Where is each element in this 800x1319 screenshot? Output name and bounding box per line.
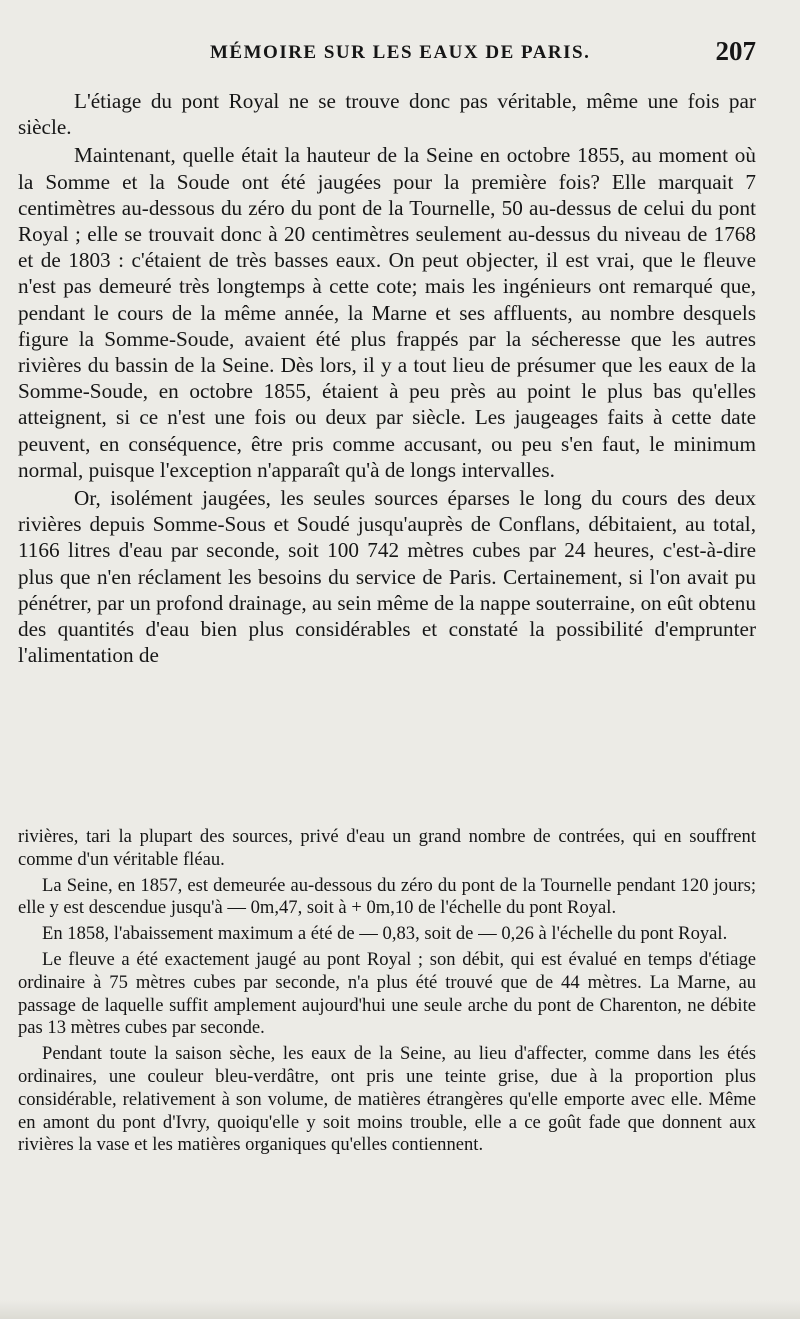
- paragraph-continued: rivières, tari la plupart des sources, privé d'eau un grand nombre de contrées, qui en souffrent comme d'un véritable fléau.: [18, 826, 756, 870]
- paragraph: Pendant toute la saison sèche, les eaux de la Seine, au lieu d'affecter, comme dans les étés ordinaires, une couleur bleu-verdâtre, ont pris une teinte grise, due à la proportion plus considérable, relativement à son volume, de matières étrangères qu'elle emporte avec elle. Même en amont du pont d'Ivry, quoiqu'elle y soit moins trouble, elle a ce goût fade que donnent aux rivières la vase et les matières organiques qu'elles contiennent.: [18, 1043, 756, 1156]
- page-number: 207: [715, 36, 756, 66]
- secondary-text-block: [18, 826, 756, 1160]
- paragraph: Le fleuve a été exactement jaugé au pont Royal ; son débit, qui est évalué en temps d'étiage ordinaire à 75 mètres cubes par seconde, n'a plus été trouvé que de 44 mètres. La Marne, au passage de laquelle suffit amplement aujourd'hui une seule arche du pont de Charenton, ne débite pas 13 mètres cubes par seconde.: [18, 948, 756, 1039]
- paragraph: L'étiage du pont Royal ne se trouve donc pas véritable, même une fois par siècle.: [18, 89, 756, 140]
- page-header: [0, 36, 800, 76]
- paragraph: Maintenant, quelle était la hauteur de la Seine en octobre 1855, au moment où la Somme et la Soude ont été jaugées pour la première fois? Elle marquait 7 centimètres au-dessous du zéro du pont de la Tournelle, 50 au-dessus de celui du pont Royal ; elle se trouvait donc à 20 centimètres seulement au-dessus du niveau de 1768 et de 1803 : c'étaient de très basses eaux. On peut objecter, il est vrai, que le fleuve n'est pas demeuré très longtemps à cette cote; mais les ingénieurs ont remarqué que, pendant le cours de la même année, la Marne et ses affluents, au nombre desquels figure la Somme-Soude, avaient été plus frappés par la sécheresse que les autres rivières du bassin de la Seine. Dès lors, il y a tout lieu de présumer que les eaux de la Somme-Soude, en octobre 1855, étaient à peu près au point le plus bas qu'elles atteignent, si ce n'est une fois ou deux par siècle. Les jaugeages faits à cette date peuvent, en conséquence, être pris comme accusant, ou peu s'en faut, le minimum normal, puisque l'exception n'apparaît qu'à de longs intervalles.: [18, 143, 756, 482]
- paragraph: Or, isolément jaugées, les seules sources éparses le long du cours des deux rivières depuis Somme-Sous et Soudé jusqu'auprès de Conflans, débitaient, au total, 1166 litres d'eau par seconde, soit 100 742 mètres cubes par 24 heures, c'est-à-dire plus que n'en réclament les besoins du service de Paris. Certainement, si l'on avait pu pénétrer, par un profond drainage, au sein même de la nappe souterraine, on eût obtenu des quantités d'eau bien plus considérables et constaté la possibilité d'emprunter l'alimentation de: [18, 486, 756, 668]
- paragraph: La Seine, en 1857, est demeurée au-dessous du zéro du pont de la Tournelle pendant 120 jours; elle y est descendue jusqu'à — 0m,47, soit à + 0m,10 de l'échelle du pont Royal.: [18, 874, 756, 919]
- running-title: MÉMOIRE SUR LES EAUX DE PARIS.: [210, 42, 591, 63]
- main-text-block: [18, 88, 756, 668]
- page-bottom-edge: [0, 1300, 800, 1319]
- paragraph: En 1858, l'abaissement maximum a été de — 0,83, soit de — 0,26 à l'échelle du pont Royal.: [42, 923, 728, 945]
